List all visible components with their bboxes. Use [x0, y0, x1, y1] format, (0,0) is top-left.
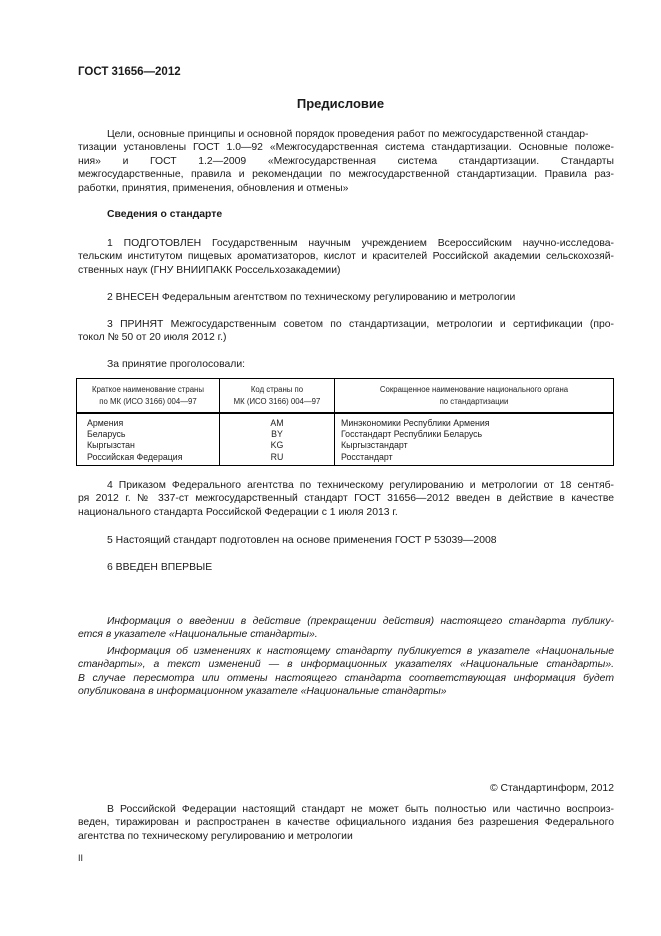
item-2-submitted	[78, 291, 614, 304]
copyright-notice: © Стандартинформ, 2012	[489, 783, 614, 794]
text-line: ственных наук (ГНУ ВНИИПАКК Россельхозакадемии)	[78, 264, 341, 276]
text-line: национального стандарта Российской Федерации с 1 июля 2013 г.	[78, 506, 398, 518]
country-names-cell: Армения Беларусь Кыргызстан Российская Федерация	[77, 413, 220, 465]
text-line: В случае пересмотра или отмены настоящего стандарта соответствующая информация будет	[78, 672, 614, 684]
text-line: Информация о введении в действие (прекращении действия) настоящего стандарта публику-	[107, 616, 614, 627]
text-line: 1 ПОДГОТОВЛЕН Государственным научным учреждением Всероссийским научно-исследова-	[107, 238, 614, 249]
text-line: тельским институтом пищевых ароматизаторов, кислот и красителей Российской академии сельскохозяй-	[78, 251, 614, 263]
text-line: 6 ВВЕДЕН ВПЕРВЫЕ	[107, 562, 213, 573]
text-line: 3 ПРИНЯТ Межгосударственным советом по стандартизации, метрологии и сертификации (про-	[107, 319, 614, 330]
text-line: опубликована в информационном указателе «Национальные стандарты»	[78, 686, 447, 698]
item-4-order	[78, 479, 614, 519]
column-header-code: Код страны по МК (ИСО 3166) 004—97	[220, 379, 335, 414]
text-line: токол № 50 от 20 июля 2012 г.)	[78, 332, 227, 344]
text-line: Цели, основные принципы и основной порядок проведения работ по межгосударственной стандар-	[107, 129, 589, 140]
text-line: ется в указателе «Национальные стандарты».	[78, 629, 318, 641]
table-row	[77, 413, 614, 465]
text-line: 4 Приказом Федерального агентства по техническому регулированию и метрологии от 18 сентяб-	[107, 480, 614, 491]
item-5-basis	[78, 534, 614, 547]
intro-paragraph	[78, 128, 614, 195]
text-line: В Российской Федерации настоящий стандарт не может быть полностью или частично воспроиз-	[107, 804, 614, 815]
column-header-country: Краткое наименование страны по МК (ИСО 3166) 004—97	[77, 379, 220, 414]
item-6-introduced	[78, 561, 614, 574]
notice-paragraph-2	[78, 645, 614, 699]
text-line: ния» и ГОСТ 1.2—2009 «Межгосударственная система стандартизации. Стандарты	[78, 155, 614, 167]
reproduction-rights-paragraph	[78, 803, 614, 843]
text-line: Информация об изменениях к настоящему стандарту публикуется в указателе «Национальные	[107, 646, 614, 657]
text-line: агентства по техническому регулированию и метрологии	[78, 830, 353, 842]
column-header-body: Сокращенное наименование национального органа по стандартизации	[335, 379, 614, 414]
text-line: За принятие проголосовали:	[107, 359, 246, 370]
document-code: ГОСТ 31656—2012	[78, 66, 181, 78]
voting-countries-table	[76, 378, 614, 466]
notice-paragraph-1	[78, 615, 614, 642]
text-line: работки, принятия, применения, обновления и отмены»	[78, 182, 349, 194]
voted-label	[78, 358, 614, 371]
text-line: 5 Настоящий стандарт подготовлен на основе применения ГОСТ Р 53039—2008	[107, 535, 497, 546]
text-line: ря 2012 г. № 337-ст межгосударственный стандарт ГОСТ 31656—2012 введен в действие в качестве	[78, 493, 614, 505]
text-line: 2 ВНЕСЕН Федеральным агентством по техническому регулированию и метрологии	[107, 292, 516, 303]
text-line: межгосударственные, правила и рекомендации по межгосударственной стандартизации. Правила раз-	[78, 169, 614, 181]
page-title: Предисловие	[296, 96, 385, 111]
text-line: тизации установлены ГОСТ 1.0—92 «Межгосударственная система стандартизации. Основные положе-	[78, 142, 614, 154]
item-1-prepared	[78, 237, 614, 277]
section-heading: Сведения о стандарте	[107, 209, 223, 220]
table-header-row	[77, 379, 614, 414]
text-line: веден, тиражирован и распространен в качестве официального издания без разрешения Федерального	[78, 817, 614, 829]
item-3-adopted	[78, 318, 614, 345]
standards-bodies-cell: Минэкономики Республики Армения Госстандарт Республики Беларусь Кыргызстандарт Росстандарт	[335, 413, 614, 465]
country-codes-cell: AM BY KG RU	[220, 413, 335, 465]
text-line: стандарты», а текст изменений — в информационных указателях «Национальные стандарты».	[78, 659, 614, 671]
page-number: II	[78, 853, 84, 863]
